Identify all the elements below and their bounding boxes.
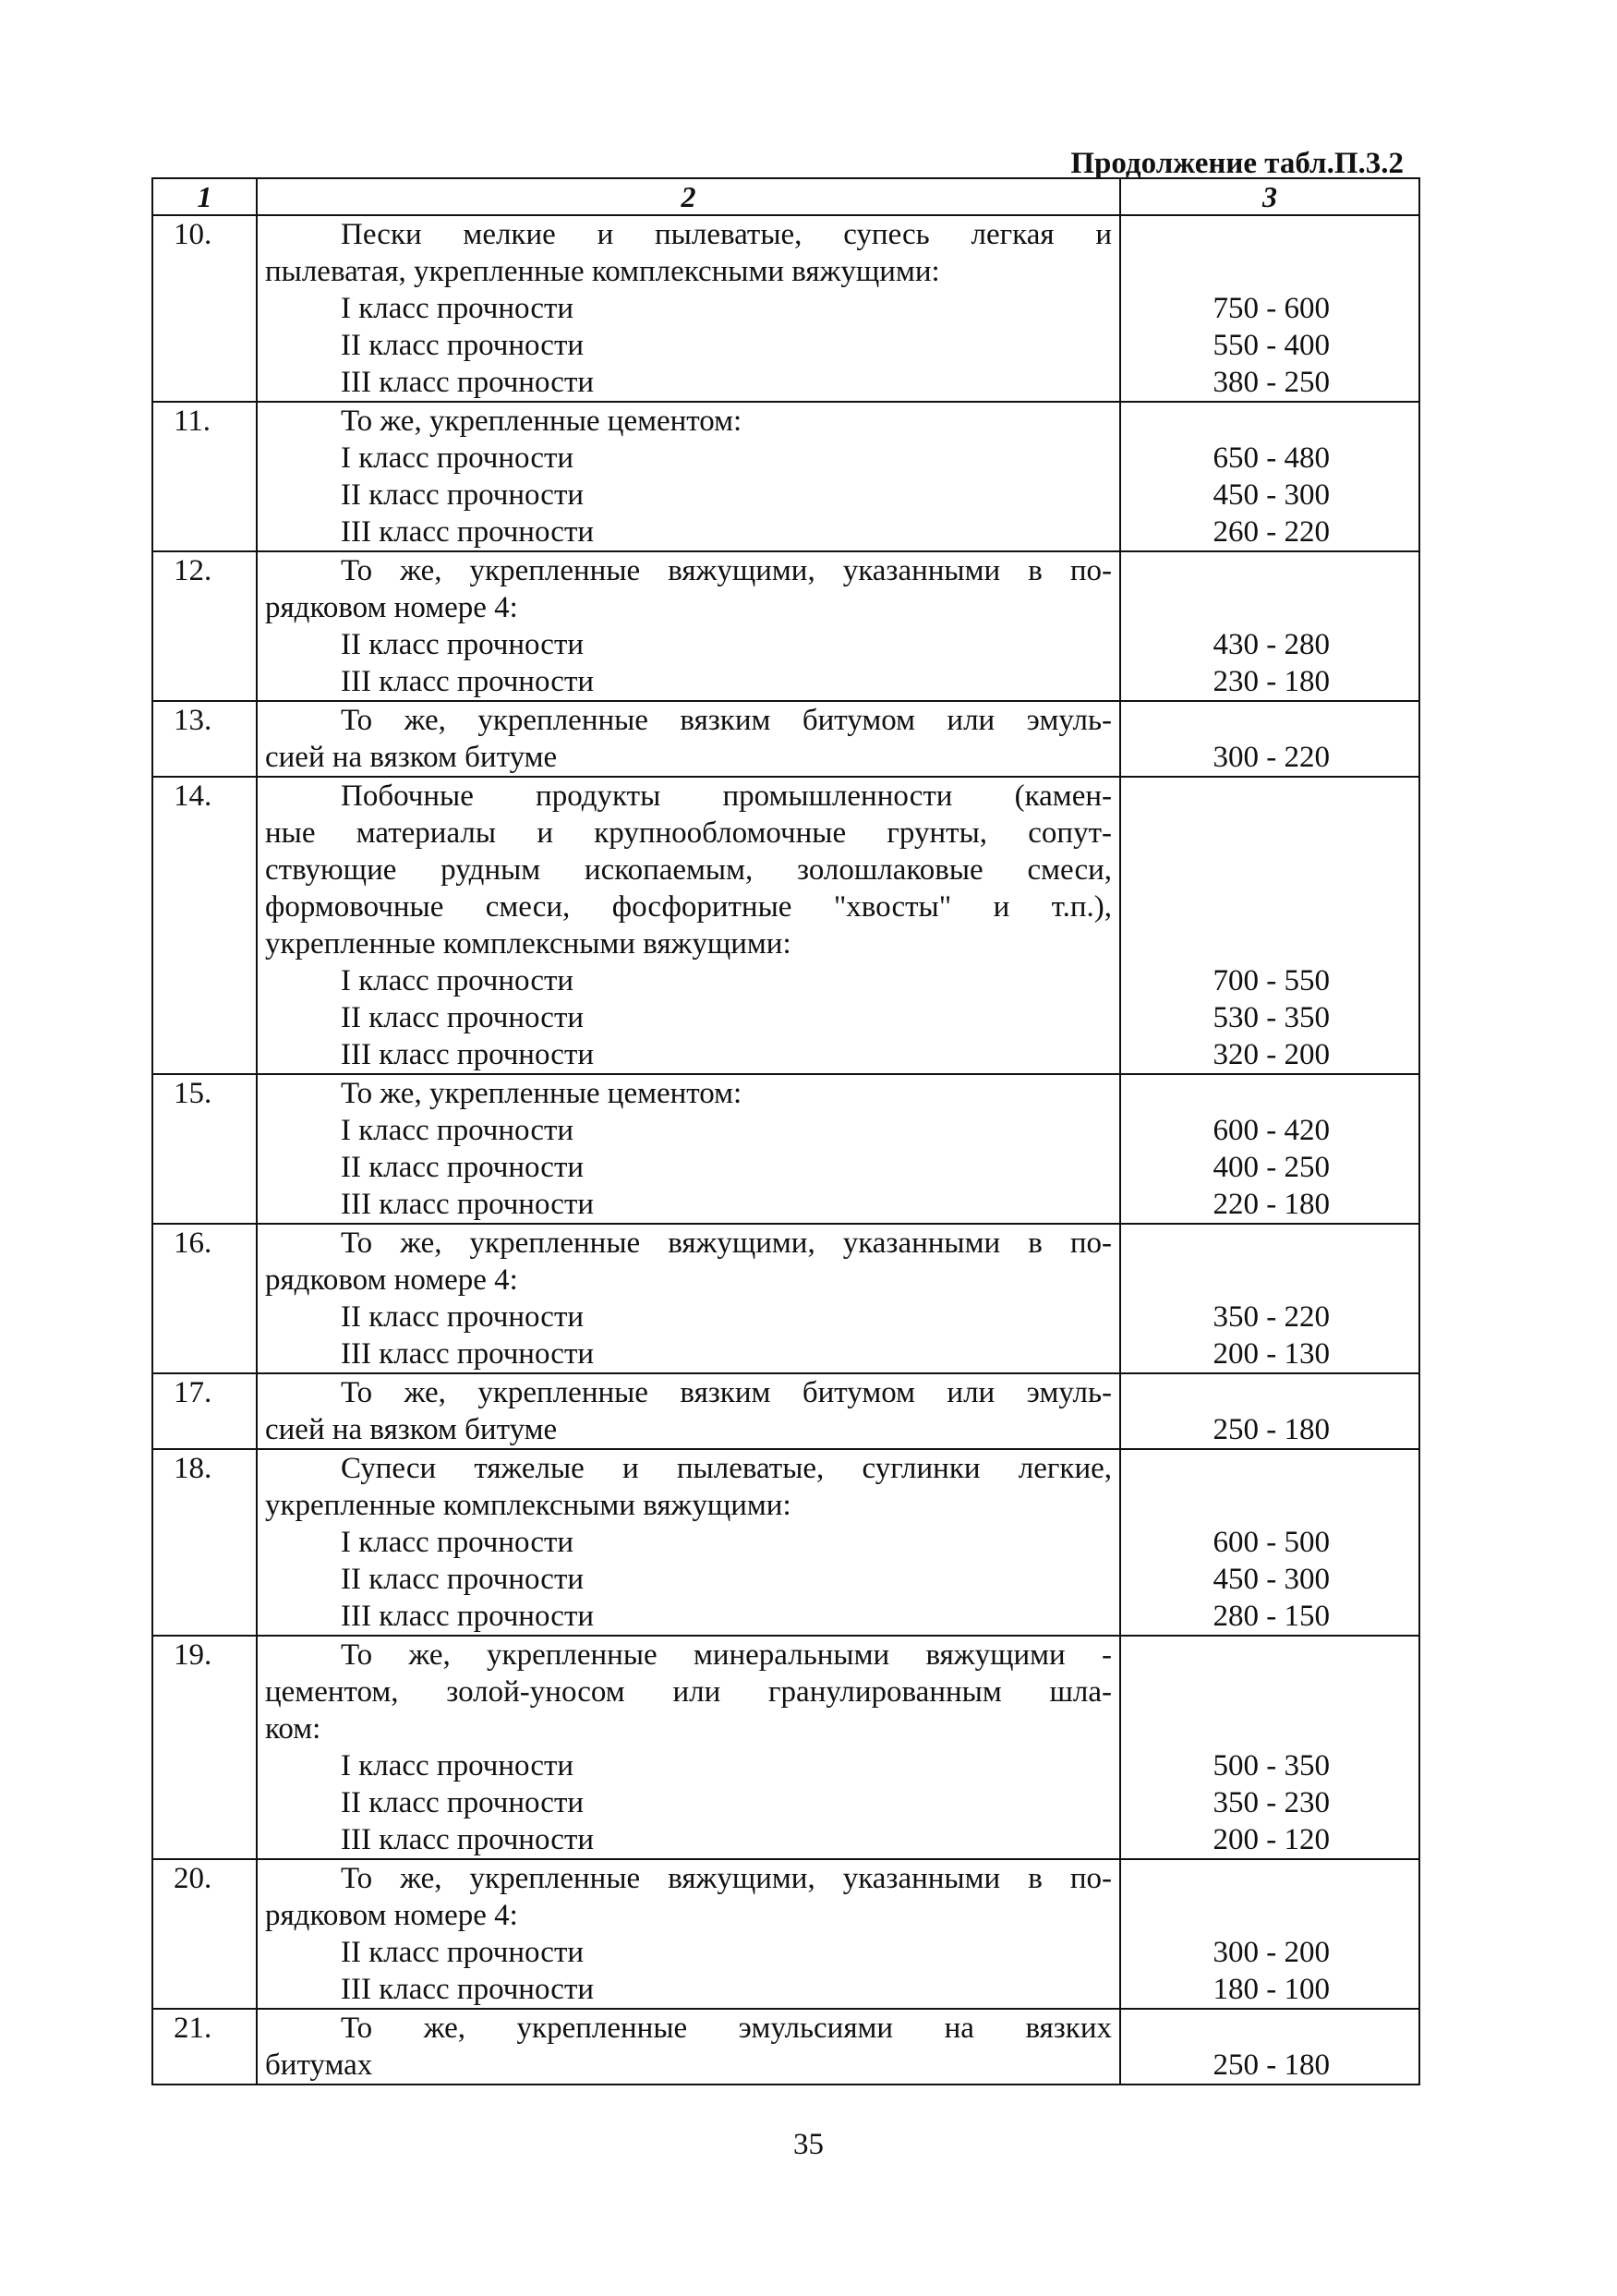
value-range	[1121, 925, 1330, 962]
description-line: То же, укрепленные эмульсиями на вязких	[341, 2012, 1112, 2045]
description-line: рядковом номере 4:	[265, 1263, 518, 1297]
description-line: рядковом номере 4:	[265, 1899, 518, 1932]
description-line: Супеси тяжелые и пылеватые, суглинки легкие,	[341, 1452, 1112, 1485]
description-line: III класс прочности	[341, 1337, 595, 1371]
description-line: II класс прочности	[341, 478, 585, 512]
value-range: 600 - 500	[1213, 1526, 1330, 1559]
table-row	[152, 2009, 1419, 2085]
table-row	[152, 1373, 1419, 1449]
row-description	[257, 402, 1120, 551]
value-range: 450 - 300	[1213, 478, 1330, 512]
value-range	[1121, 888, 1330, 925]
row-number: 11.	[152, 402, 257, 551]
description-line: II класс прочности	[341, 1936, 585, 1969]
value-range	[1121, 552, 1330, 589]
value-range: 280 - 150	[1213, 1600, 1330, 1633]
header-row	[152, 178, 1419, 215]
description-line: II класс прочности	[341, 1786, 585, 1819]
row-description	[257, 1224, 1120, 1373]
value-range: 500 - 350	[1213, 1749, 1330, 1782]
description-line: III класс прочности	[341, 665, 595, 698]
table-row	[152, 1074, 1419, 1224]
table-row	[152, 777, 1419, 1074]
row-description	[257, 2009, 1120, 2085]
value-range: 350 - 230	[1213, 1786, 1330, 1819]
description-line: То же, укрепленные вяжущими, указанными в по-	[341, 554, 1112, 587]
value-range: 600 - 420	[1213, 1114, 1330, 1147]
description-line: I класс прочности	[341, 1114, 574, 1147]
value-range: 230 - 180	[1213, 665, 1330, 698]
table-caption: Продолжение табл.П.3.2	[1070, 147, 1404, 180]
row-number: 10.	[152, 215, 257, 402]
value-range	[1121, 216, 1330, 253]
description-line: III класс прочности	[341, 515, 595, 549]
row-number: 20.	[152, 1859, 257, 2009]
description-line: укрепленные комплексными вяжущими:	[265, 1489, 791, 1522]
description-line: То же, укрепленные цементом:	[341, 1077, 742, 1110]
description-line: II класс прочности	[341, 1001, 585, 1034]
row-number: 17.	[152, 1373, 257, 1449]
row-values	[1120, 1636, 1419, 1859]
value-range: 700 - 550	[1213, 964, 1330, 997]
description-line: III класс прочности	[341, 1823, 595, 1856]
row-description	[257, 1449, 1120, 1636]
row-number: 21.	[152, 2009, 257, 2085]
row-description	[257, 551, 1120, 701]
row-number: 15.	[152, 1074, 257, 1224]
description-line: I класс прочности	[341, 1526, 574, 1559]
table-row	[152, 1449, 1419, 1636]
description-line: битумах	[265, 2048, 373, 2082]
value-range	[1121, 253, 1330, 290]
value-range: 320 - 200	[1213, 1038, 1330, 1071]
value-range	[1121, 2010, 1330, 2047]
value-range	[1121, 778, 1330, 815]
value-range	[1121, 702, 1330, 739]
description-line: I класс прочности	[341, 964, 574, 997]
row-number: 13.	[152, 701, 257, 777]
value-range	[1121, 1487, 1330, 1524]
value-range	[1121, 1710, 1330, 1747]
description-line: сией на вязком битуме	[265, 1413, 558, 1446]
value-range: 400 - 250	[1213, 1151, 1330, 1184]
value-range	[1121, 1262, 1330, 1299]
value-range: 350 - 220	[1213, 1300, 1330, 1334]
row-description	[257, 777, 1120, 1074]
value-range: 530 - 350	[1213, 1001, 1330, 1034]
description-line: формовочные смеси, фосфоритные "хвосты" и т.п.),	[265, 890, 1112, 924]
description-line: сией на вязком битуме	[265, 741, 558, 774]
table-row	[152, 551, 1419, 701]
row-number: 16.	[152, 1224, 257, 1373]
row-description	[257, 1373, 1120, 1449]
row-description	[257, 1074, 1120, 1224]
value-range: 750 - 600	[1213, 292, 1330, 325]
row-values	[1120, 1224, 1419, 1373]
description-line: II класс прочности	[341, 1151, 585, 1184]
description-line: То же, укрепленные минеральными вяжущими -	[341, 1638, 1112, 1672]
value-range	[1121, 852, 1330, 888]
value-range	[1121, 815, 1330, 852]
page-number: 35	[793, 2128, 824, 2161]
row-values	[1120, 2009, 1419, 2085]
description-line: рядковом номере 4:	[265, 591, 518, 624]
value-range: 180 - 100	[1213, 1973, 1330, 2006]
description-line: I класс прочности	[341, 441, 574, 475]
table-row	[152, 402, 1419, 551]
description-line: III класс прочности	[341, 1973, 595, 2006]
description-line: Пески мелкие и пылеватые, супесь легкая и	[341, 218, 1112, 251]
description-line: I класс прочности	[341, 292, 574, 325]
row-values	[1120, 1449, 1419, 1636]
description-line: II класс прочности	[341, 329, 585, 362]
row-values	[1120, 1074, 1419, 1224]
row-values	[1120, 402, 1419, 551]
description-line: II класс прочности	[341, 628, 585, 661]
value-range: 300 - 220	[1213, 741, 1330, 774]
table-row	[152, 701, 1419, 777]
row-number: 19.	[152, 1636, 257, 1859]
value-range: 220 - 180	[1213, 1188, 1330, 1221]
description-line: ные материалы и крупнообломочные грунты, сопут-	[265, 816, 1112, 850]
value-range: 430 - 280	[1213, 628, 1330, 661]
row-description	[257, 1636, 1120, 1859]
value-range: 300 - 200	[1213, 1936, 1330, 1969]
value-range	[1121, 1450, 1330, 1487]
table-row	[152, 215, 1419, 402]
row-description	[257, 215, 1120, 402]
value-range	[1121, 1225, 1330, 1262]
value-range	[1121, 1374, 1330, 1411]
description-line: III класс прочности	[341, 1600, 595, 1633]
header-cell-2: 2	[257, 178, 1120, 215]
row-values	[1120, 777, 1419, 1074]
table-row	[152, 1636, 1419, 1859]
value-range: 380 - 250	[1213, 366, 1330, 399]
value-range: 650 - 480	[1213, 441, 1330, 475]
description-line: То же, укрепленные цементом:	[341, 405, 742, 438]
value-range: 250 - 180	[1213, 2048, 1330, 2082]
description-line: То же, укрепленные вязким битумом или эмуль-	[341, 1376, 1112, 1409]
value-range	[1121, 1860, 1330, 1897]
row-values	[1120, 215, 1419, 402]
value-range: 550 - 400	[1213, 329, 1330, 362]
value-range	[1121, 1075, 1330, 1112]
description-line: пылеватая, укрепленные комплексными вяжущими:	[265, 255, 940, 288]
description-line: То же, укрепленные вяжущими, указанными в по-	[341, 1862, 1112, 1895]
row-number: 12.	[152, 551, 257, 701]
table-row	[152, 1859, 1419, 2009]
row-number: 18.	[152, 1449, 257, 1636]
value-range	[1121, 589, 1330, 626]
value-range	[1121, 1637, 1330, 1674]
description-line: III класс прочности	[341, 1038, 595, 1071]
row-number: 14.	[152, 777, 257, 1074]
description-line: ком:	[265, 1712, 321, 1746]
data-table	[151, 177, 1420, 2085]
table-row	[152, 1224, 1419, 1373]
description-line: III класс прочности	[341, 1188, 595, 1221]
row-values	[1120, 701, 1419, 777]
description-line: II класс прочности	[341, 1300, 585, 1334]
row-description	[257, 701, 1120, 777]
description-line: То же, укрепленные вязким битумом или эмуль-	[341, 704, 1112, 737]
description-line: ствующие рудным ископаемым, золошлаковые смеси,	[265, 853, 1112, 887]
row-values	[1120, 1859, 1419, 2009]
description-line: То же, укрепленные вяжущими, указанными в по-	[341, 1227, 1112, 1260]
row-values	[1120, 1373, 1419, 1449]
value-range: 450 - 300	[1213, 1563, 1330, 1596]
value-range: 200 - 120	[1213, 1823, 1330, 1856]
description-line: цементом, золой-уносом или гранулированным шла-	[265, 1675, 1112, 1709]
value-range	[1121, 1897, 1330, 1934]
description-line: III класс прочности	[341, 366, 595, 399]
description-line: укрепленные комплексными вяжущими:	[265, 927, 791, 961]
value-range: 250 - 180	[1213, 1413, 1330, 1446]
header-cell-3: 3	[1120, 178, 1419, 215]
row-description	[257, 1859, 1120, 2009]
value-range	[1121, 403, 1330, 440]
value-range: 260 - 220	[1213, 515, 1330, 549]
row-values	[1120, 551, 1419, 701]
description-line: Побочные продукты промышленности (камен-	[341, 779, 1112, 813]
value-range	[1121, 1674, 1330, 1710]
description-line: II класс прочности	[341, 1563, 585, 1596]
value-range: 200 - 130	[1213, 1337, 1330, 1371]
header-cell-1: 1	[152, 178, 257, 215]
description-line: I класс прочности	[341, 1749, 574, 1782]
